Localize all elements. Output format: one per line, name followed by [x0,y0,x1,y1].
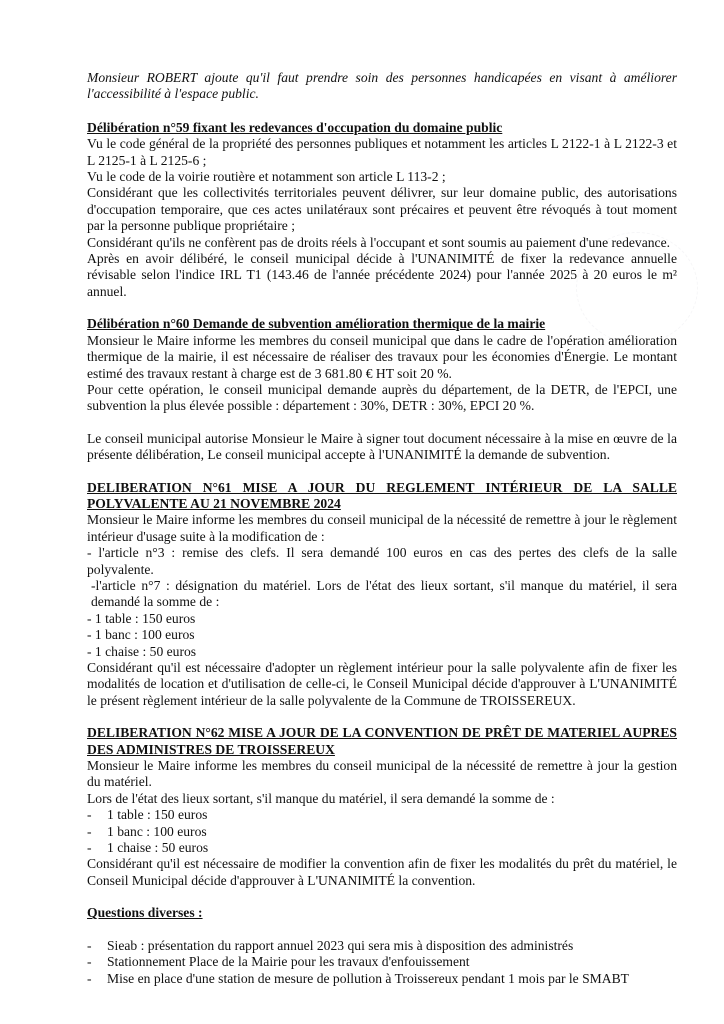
d62-item-1: 1 table : 150 euros [107,807,208,823]
section-deliberation-61 [87,480,677,710]
d62-intro: Monsieur le Maire informe les membres du conseil municipal de la nécessité de remettre à jour la gestion du matériel. [87,758,677,790]
d62-item-3: 1 chaise : 50 euros [107,840,209,856]
d61-item-1: - l'article n°3 : remise des clefs. Il sera demandé 100 euros en cas des pertes des clefs de la salle polyvalente. [87,545,677,577]
d62-intro-2: Lors de l'état des lieux sortant, s'il manque du matériel, il sera demandé la somme de : [87,790,555,806]
questions-title: Questions diverses : [87,905,203,921]
intro-paragraph: Monsieur ROBERT ajoute qu'il faut prendre soin des personnes handicapées en visant à améliorer l'accessibilité à l'espace public. [87,70,677,102]
d59-line-1: Vu le code général de la propriété des personnes publiques et notamment les articles L 2122-1 à L 2122-3 et L 2125-1 à L 2125-6 ; [87,136,677,168]
d59-line-3: Considérant que les collectivités territoriales peuvent délivrer, sur leur domaine public, des autorisations d'occupation temporaire, que ces actes unilatéraux sont précaires et peuvent être révoqués à tout moment par la personne publique propriétaire ; [87,185,677,234]
d62-list-item: - 1 table : 150 euros [87,807,677,823]
d62-list-item: - 1 banc : 100 euros [87,824,677,840]
question-item-3: Mise en place d'une station de mesure de pollution à Troissereux pendant 1 mois par le SMABT [107,970,629,986]
d61-item-2: -l'article n°7 : désignation du matériel. Lors de l'état des lieux sortant, s'il manque du matériel, il sera demandé la somme de : [91,577,677,610]
section-deliberation-60 [87,316,677,463]
deliberation-59-title: Délibération n°59 fixant les redevances d'occupation du domaine public [87,119,503,135]
section-deliberation-59 [87,120,677,300]
section-questions-diverses [87,905,677,987]
d62-list-item: - 1 chaise : 50 euros [87,840,677,856]
section-deliberation-62 [87,725,677,889]
question-list-item: - Mise en place d'une station de mesure de pollution à Troissereux pendant 1 mois par le SMABT [87,971,677,987]
d59-line-2: Vu le code de la voirie routière et notamment son article L 113-2 ; [87,169,446,185]
d60-line-1: Monsieur le Maire informe les membres du conseil municipal que dans le cadre de l'opération amélioration thermique de la mairie, il est nécessaire de réaliser des travaux pour les économies d'Énergie. Le montant estimé des travaux restant à charge est de 3 681.80 € HT soit 20 %. [87,332,677,381]
deliberation-60-title: Délibération n°60 Demande de subvention amélioration thermique de la mairie [87,316,546,332]
d61-item-3: - 1 table : 150 euros [87,610,196,626]
d59-line-4: Considérant qu'ils ne confèrent pas de droits réels à l'occupant et sont soumis au paiement d'une redevance. [87,234,671,250]
deliberation-61-title: DELIBERATION N°61 MISE A JOUR DU REGLEMENT INTÉRIEUR DE LA SALLE POLYVALENTE AU 21 NOVEMBRE 2024 [87,479,677,511]
d59-line-5: Après en avoir délibéré, le conseil municipal décide à l'UNANIMITÉ de fixer la redevance annuelle révisable selon l'indice IRL T1 (143.46 de l'année précédente 2024) pour l'année 2025 à 20 euros le m² annuel. [87,251,677,299]
d61-closing: Considérant qu'il est nécessaire d'adopter un règlement intérieur pour la salle polyvalente afin de fixer les modalités de location et d'utilisation de celle-ci, le Conseil Municipal décide d'approuver à L'UNANIMITÉ le présent règlement intérieur de la salle polyvalente de la Commune de TROISSEREUX. [87,660,677,708]
d62-item-2: 1 banc : 100 euros [107,823,207,839]
question-item-2: Stationnement Place de la Mairie pour les travaux d'enfouissement [107,954,470,970]
question-list-item: - Sieab : présentation du rapport annuel 2023 qui sera mis à disposition des administrés [87,938,677,954]
d61-intro: Monsieur le Maire informe les membres du conseil municipal de la nécessité de remettre à jour le règlement intérieur d'usage suite à la modification de : [87,512,677,544]
d60-closing: Le conseil municipal autorise Monsieur le Maire à signer tout document nécessaire à la mise en œuvre de la présente délibération, Le conseil municipal accepte à l'UNANIMITÉ la demande de subvention. [87,430,677,463]
d61-item-4: - 1 banc : 100 euros [87,627,195,643]
d62-closing: Considérant qu'il est nécessaire de modifier la convention afin de fixer les modalités du prêt du matériel, le Conseil Municipal décide d'approuver à L'UNANIMITÉ la convention. [87,856,677,888]
question-list-item: - Stationnement Place de la Mairie pour les travaux d'enfouissement [87,954,677,970]
d61-item-5: - 1 chaise : 50 euros [87,643,197,659]
deliberation-62-title: DELIBERATION N°62 MISE A JOUR DE LA CONVENTION DE PRÊT DE MATERIEL AUPRES DES ADMINISTRES DE TROISSEREUX [87,725,677,757]
question-item-1: Sieab : présentation du rapport annuel 2023 qui sera mis à disposition des administrés [107,937,574,953]
d60-line-2: Pour cette opération, le conseil municipal demande auprès du département, de la DETR, de l'EPCI, une subvention la plus élevée possible : département : 30%, DETR : 30%, EPCI 20 %. [87,381,677,414]
document-page [87,70,677,987]
